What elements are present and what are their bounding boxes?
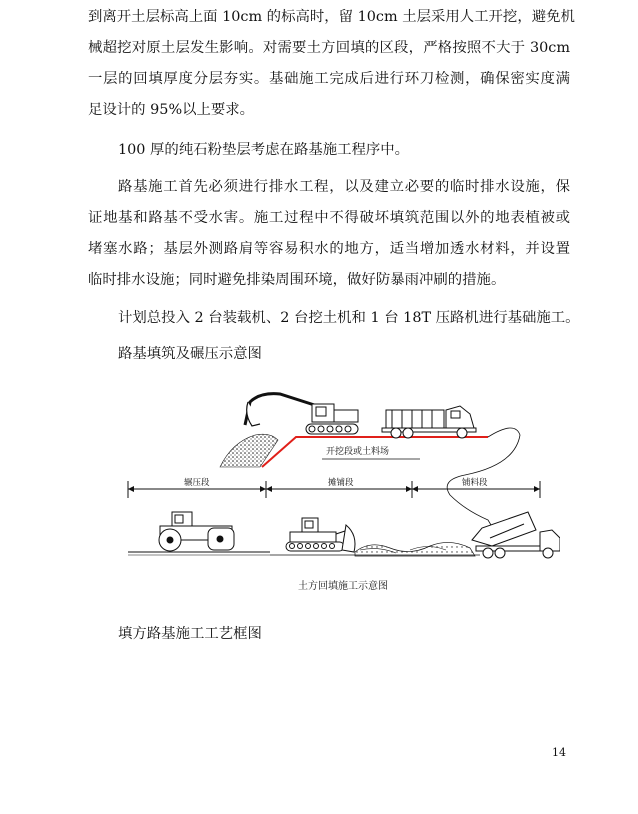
para3-line-3: 堵塞水路；基层外测路肩等容易积水的地方，适当增加透水材料，并设置 — [88, 241, 570, 257]
para3-line-1: 路基施工首先必须进行排水工程，以及建立必要的临时排水设施，保 — [118, 179, 570, 195]
section-heading: 填方路基施工工艺框图 — [118, 626, 262, 642]
segment-label-rolling: 辗压段 — [184, 478, 210, 488]
para2-text: 100 厚的纯石粉垫层考虑在路基施工程序中。 — [118, 142, 410, 158]
source-label: 开挖段或土料场 — [326, 447, 390, 457]
dump-truck-icon — [382, 406, 476, 438]
figure-caption: 土方回填施工示意图 — [298, 581, 388, 592]
road-roller-icon — [159, 512, 234, 551]
para1-line-3: 一层的回填厚度分层夯实。基础施工完成后进行环刀检测，确保密实度满 — [88, 71, 570, 87]
page-number: 14 — [552, 746, 566, 759]
soil-mound — [220, 434, 278, 467]
segment-label-spreading: 摊铺段 — [328, 478, 354, 488]
para1-line-4: 足设计的 95%以上要求。 — [88, 102, 255, 118]
para1-line-1: 到离开土层标高上面 10cm 的标高时，留 10cm 土层采用人工开挖，避免机 — [88, 9, 575, 25]
segment-label-dumping: 铺料段 — [462, 478, 488, 488]
para3-line-4: 临时排水设施；同时避免排染周围环境，做好防暴雨冲刷的措施。 — [88, 272, 506, 288]
earthwork-diagram — [120, 380, 560, 600]
para3-line-2: 证地基和路基不受水害。施工过程中不得破坏填筑范围以外的地表植被或 — [88, 210, 570, 226]
bulldozer-icon — [286, 518, 355, 552]
para4-text: 计划总投入 2 台装载机、2 台挖土机和 1 台 18T 压路机进行基础施工。 — [118, 310, 580, 326]
excavator-icon — [245, 394, 358, 434]
spread-fill — [355, 542, 475, 556]
para1-line-2: 械超挖对原土层发生影响。对需要土方回填的区段，严格按照不大于 30cm — [88, 40, 570, 56]
figure-heading: 路基填筑及碾压示意图 — [118, 346, 262, 362]
